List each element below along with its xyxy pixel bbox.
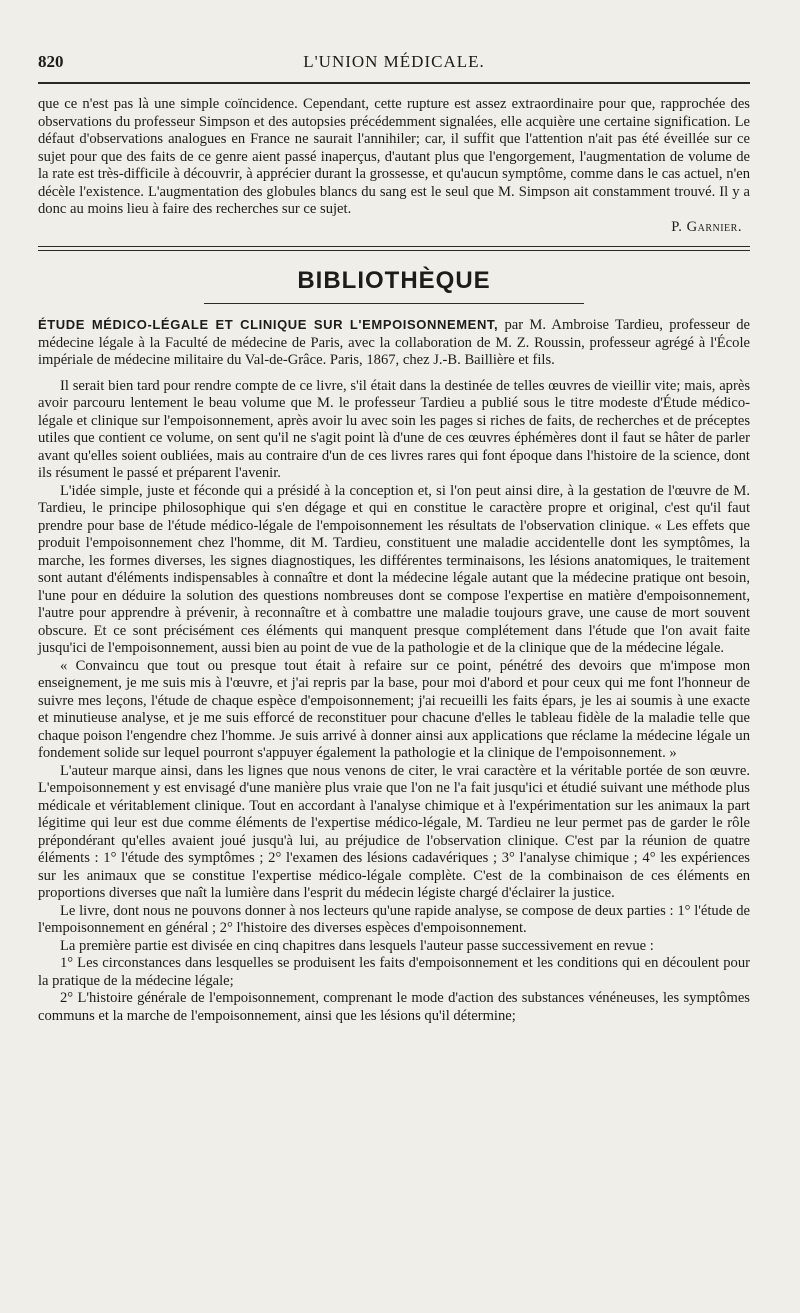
previous-article-text: que ce n'est pas là une simple coïncidence. Cependant, cette rupture est assez extraordinaire pour que, rapprochée des observations du professeur Simpson et des autopsies précédemment signalées, elle acquière une certaine signification. Le défaut d'observations analogues en France ne saurait l'annihiler; car, il suffit que l'attention n'ait pas été éveillée sur ce sujet pour que des faits de ce genre aient passé inaperçus, d'autant plus que l'engorgement, l'augmentation de volume de la rate est très-difficile à découvrir, à apprécier durant la grossesse, et qu'aucun symptôme, comme dans le cas actuel, n'en décèle l'existence. L'augmentation des globules blancs du sang est le seul que M. Simpson ait constamment trouvé. Il y a donc au moins lieu à faire des recherches sur ce sujet.: [38, 96, 750, 217]
review-paragraph: Le livre, dont nous ne pouvons donner à nos lecteurs qu'une rapide analyse, se compose de deux parties : 1° l'étude de l'empoisonnement en général ; 2° l'histoire des diverses espèces d'empoisonnement.: [38, 902, 750, 936]
review-work-title: ÉTUDE MÉDICO-LÉGALE ET CLINIQUE SUR L'EMPOISONNEMENT,: [38, 317, 499, 332]
review-paragraph: « Convaincu que tout ou presque tout était à refaire sur ce point, pénétré des devoirs que m'impose mon enseignement, je me suis mis à l'œuvre, et j'ai repris par la base, pour moi d'abord et pour ceux qui me font l'honneur de suivre mes leçons, l'étude de chaque espèce d'empoisonnement; j'ai recueilli les faits épars, je les ai soumis à une exacte et minutieuse analyse, et je me suis efforcé de reconstituer pour chacune d'elles le tableau fidèle de la maladie telle que chaque poison l'engendre chez l'homme. Je suis arrivé à donner ainsi aux applications que réclame la médecine légale un fondement solide sur lequel pourront s'appuyer également la pathologie et la clinique de l'empoisonnement. »: [38, 657, 750, 761]
review-heading: [38, 316, 750, 370]
title-underline: [204, 303, 584, 304]
section-title: BIBLIOTHÈQUE: [297, 267, 491, 294]
review-list-item: 2° L'histoire générale de l'empoisonnement, comprenant le mode d'action des substances vénéneuses, les symptômes communs et la marche de l'empoisonnement, ainsi que les lésions qu'il détermine;: [38, 990, 750, 1024]
review-paragraph: L'idée simple, juste et féconde qui a présidé à la conception et, si l'on peut ainsi dire, à la gestation de l'œuvre de M. Tardieu, le principe philosophique qui s'en dégage et qui en constitue le caractère propre et original, c'est qu'il faut prendre pour base de l'étude médico-légale de l'empoisonnement les résultats de l'observation clinique. « Les effets que produit l'empoisonnement chez l'homme, dit M. Tardieu, constituent une maladie accidentelle dont les symptômes, la marche, les formes diverses, les signes diagnostiques, les différentes terminaisons, les lésions anatomiques, le traitement sont autant d'éléments indispensables à connaître et dont la médecine légale autant que la médecine pratique ont besoin, l'une pour en déduire la solution des questions nombreuses dont se compose l'expertise en matière d'empoisonnement, l'autre pour apprendre à prévenir, à reconnaître et à combattre une maladie toujours grave, une cause de mort souvent obscure. Et ce sont précisément ces éléments qui manquent presque complétement dans l'étude que l'on avait faite jusqu'ici de l'empoisonnement, aussi bien au point de vue de la pathologie et de la clinique que de la médecine légale.: [38, 482, 750, 656]
page-body: [38, 96, 750, 1025]
section-divider: [38, 246, 750, 251]
review-list-item: 1° Les circonstances dans lesquelles se produisent les faits d'empoisonnement et les conditions qui en découlent pour la pratique de la médecine légale;: [38, 955, 750, 989]
running-head: L'UNION MÉDICALE.: [303, 52, 485, 71]
page-header: [38, 52, 750, 80]
article-signature: P. Garnier.: [671, 218, 742, 235]
header-rule: [38, 82, 750, 84]
page-number: 820: [38, 52, 64, 71]
review-paragraph: Il serait bien tard pour rendre compte de ce livre, s'il était dans la destinée de telles œuvres de vieillir vite; mais, après avoir parcouru lentement le beau volume que M. le professeur Tardieu a publié sous le titre modeste d'Étude médico-légale et clinique sur l'empoisonnement, après avoir lu avec soin les pages si riches de faits, de recherches et de préceptes utiles que contient ce volume, on sent qu'il ne s'agit point là d'une de ces œuvres éphémères dont il faut se hâter de parler avant qu'elles soient oubliées, mais au contraire d'un de ces livres rares qui font époque dans l'histoire de la science, dont ils résument le passé et préparent l'avenir.: [38, 377, 750, 481]
review-paragraph: L'auteur marque ainsi, dans les lignes que nous venons de citer, le vrai caractère et la véritable portée de son œuvre. L'empoisonnement y est envisagé d'une manière plus vraie que l'on ne l'a fait jusqu'ici et étudié suivant une méthode plus médicale et véritablement clinique. Tout en accordant à l'analyse chimique et à l'expérimentation sur les animaux la part légitime qui leur est due comme éléments de l'expertise médico-légale, M. Tardieu ne leur permet pas de garder le rôle prépondérant qu'elles avaient joué jusqu'à lui, au préjudice de l'observation clinique. C'est par la réunion de quatre éléments : 1° l'étude des symptômes ; 2° l'examen des lésions cadavériques ; 3° l'analyse chimique ; 4° les expériences sur les animaux que se constitue l'expertise médico-légale complète. C'est de la combinaison de ces éléments en proportions diverses que naît la lumière dans l'esprit du médecin légiste chargé d'éclairer la justice.: [38, 762, 750, 901]
review-paragraph: La première partie est divisée en cinq chapitres dans lesquels l'auteur passe successivement en revue :: [60, 937, 654, 954]
review-byline: par M. Ambroise Tardieu, professeur de médecine légale à la Faculté de médecine de Paris, avec la collaboration de M. Z. Roussin, professeur agrégé à l'École impériale de médecine militaire du Val-de-Grâce. Paris, 1867, chez J.-B. Baillière et fils.: [38, 317, 750, 368]
